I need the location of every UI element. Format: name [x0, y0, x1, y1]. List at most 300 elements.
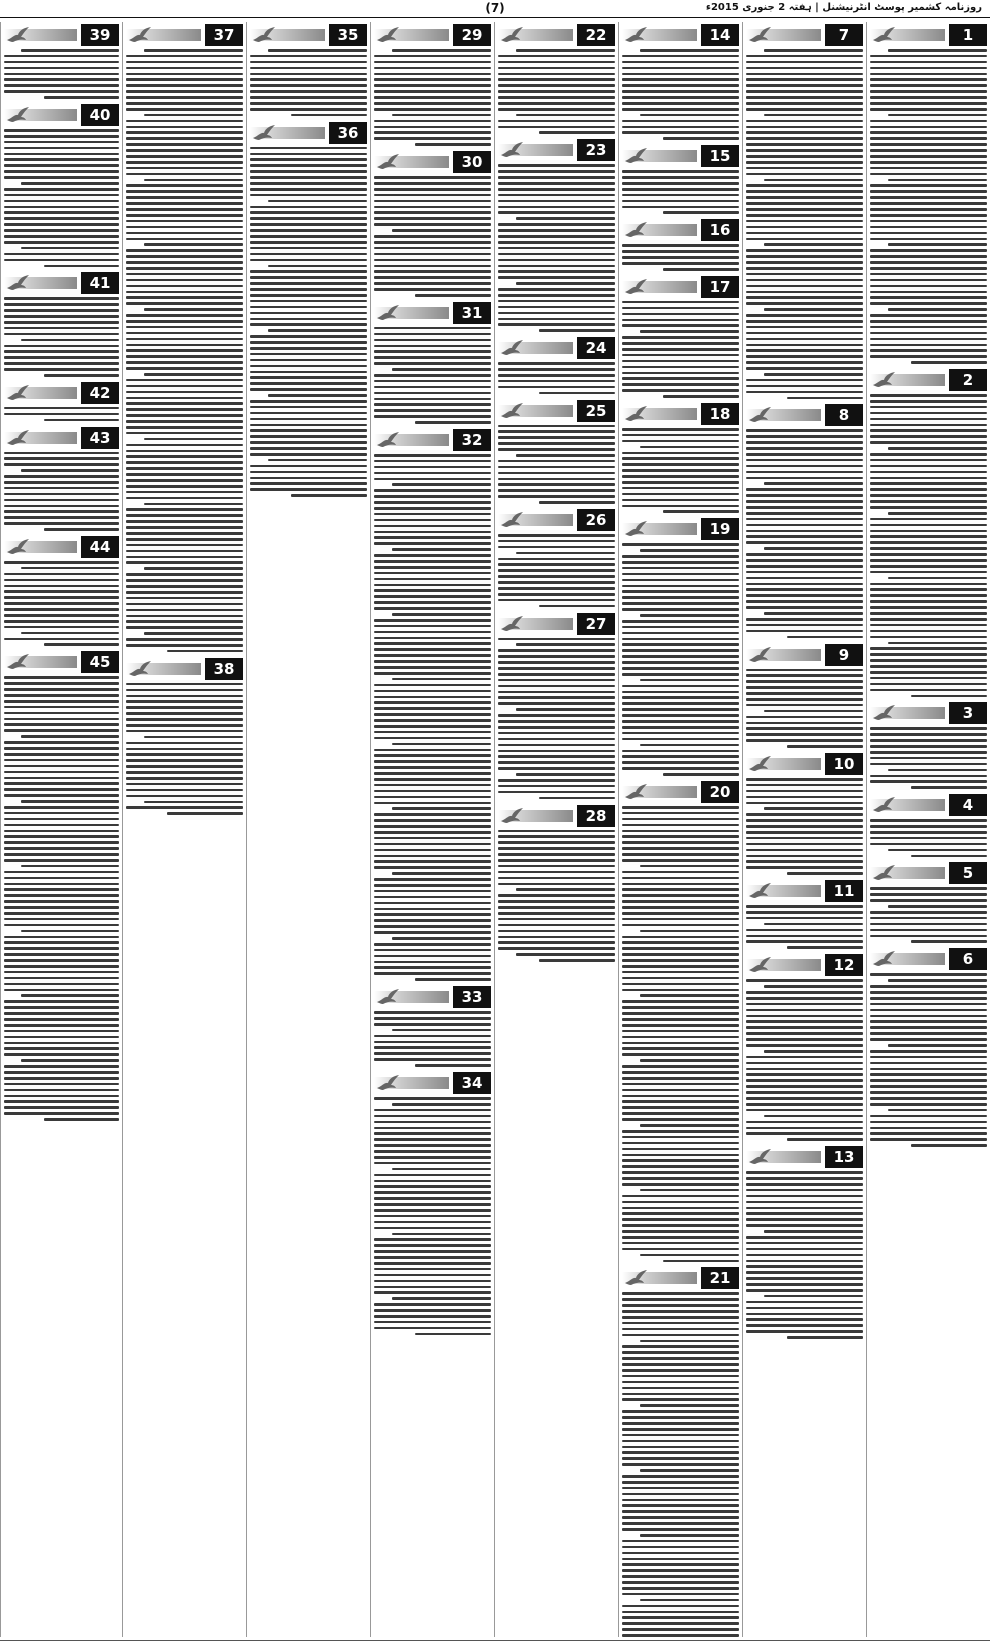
article-section	[495, 398, 618, 507]
text-line	[746, 173, 863, 176]
text-line	[746, 1109, 863, 1112]
text-line	[126, 338, 243, 341]
text-line	[374, 684, 491, 687]
text-line	[374, 1197, 491, 1200]
text-line	[126, 556, 243, 559]
text-line	[268, 459, 367, 462]
article-text-block	[746, 905, 863, 949]
text-line	[870, 973, 987, 976]
text-line	[622, 73, 739, 76]
article-text-block	[746, 778, 863, 875]
text-line	[498, 120, 615, 123]
text-line	[4, 626, 119, 629]
text-line	[374, 725, 491, 728]
text-line	[911, 695, 987, 698]
text-line	[250, 276, 367, 279]
text-line	[622, 84, 739, 87]
text-line	[622, 1410, 739, 1413]
text-line	[622, 1351, 739, 1354]
text-line	[622, 1611, 739, 1614]
text-line	[374, 825, 491, 828]
text-line	[126, 706, 243, 709]
text-line	[746, 541, 863, 544]
text-line	[622, 428, 739, 431]
section-number: 28	[577, 805, 615, 827]
text-line	[374, 601, 491, 604]
text-line	[250, 217, 367, 220]
text-line	[374, 802, 491, 805]
text-line	[374, 749, 491, 752]
text-line	[250, 223, 367, 226]
text-line	[126, 137, 243, 140]
text-line	[746, 669, 863, 672]
article-section	[495, 335, 618, 397]
text-line	[870, 506, 987, 509]
text-line	[746, 577, 863, 580]
text-line	[870, 267, 987, 270]
text-line	[622, 469, 739, 472]
text-line	[126, 414, 243, 417]
article-text-block	[4, 676, 119, 1120]
article-text-block	[374, 1097, 491, 1335]
bird-icon	[624, 520, 648, 538]
text-line	[746, 131, 863, 134]
text-line	[250, 108, 367, 111]
text-line	[126, 73, 243, 76]
text-line	[4, 235, 119, 238]
text-line	[870, 911, 987, 914]
text-line	[622, 720, 739, 723]
article-text-block	[870, 819, 987, 857]
text-line	[144, 632, 243, 635]
text-line	[374, 270, 491, 273]
text-line	[622, 194, 739, 197]
text-line	[498, 791, 615, 794]
text-line	[498, 649, 615, 652]
text-line	[374, 966, 491, 969]
text-line	[498, 188, 615, 191]
text-line	[622, 1605, 739, 1608]
text-line	[498, 73, 615, 76]
text-line	[498, 55, 615, 58]
text-line	[746, 459, 863, 462]
text-line	[870, 819, 987, 822]
text-line	[870, 394, 987, 397]
text-line	[126, 214, 243, 217]
text-line	[870, 1056, 987, 1059]
text-line	[4, 924, 119, 927]
text-line	[888, 1044, 987, 1047]
text-line	[746, 261, 863, 264]
section-number: 9	[825, 644, 863, 666]
text-line	[4, 241, 119, 244]
text-line	[4, 561, 119, 564]
text-line	[870, 893, 987, 896]
text-line	[870, 887, 987, 890]
text-line	[4, 579, 119, 582]
text-line	[374, 919, 491, 922]
article-text-block	[498, 638, 615, 800]
text-line	[622, 360, 739, 363]
text-line	[126, 155, 243, 158]
text-line	[622, 1042, 739, 1045]
text-line	[4, 771, 119, 774]
text-line	[870, 208, 987, 211]
text-line	[374, 84, 491, 87]
text-line	[126, 408, 243, 411]
text-line	[498, 883, 615, 886]
text-line	[663, 510, 739, 513]
text-line	[870, 518, 987, 521]
text-line	[250, 365, 367, 368]
text-line	[746, 1127, 863, 1130]
text-line	[126, 131, 243, 134]
text-line	[870, 524, 987, 527]
text-line	[126, 573, 243, 576]
text-line	[374, 1041, 491, 1044]
text-line	[392, 1233, 491, 1236]
text-line	[4, 493, 119, 496]
text-line	[746, 1015, 863, 1018]
text-line	[126, 397, 243, 400]
text-line	[622, 324, 739, 327]
section-number: 39	[81, 24, 119, 46]
text-line	[870, 279, 987, 282]
section-header	[870, 794, 987, 816]
text-line	[539, 959, 615, 962]
text-line	[126, 508, 243, 511]
text-line	[622, 835, 739, 838]
column-4	[494, 22, 618, 1637]
text-line	[374, 589, 491, 592]
section-header	[374, 151, 491, 173]
text-line	[640, 446, 739, 449]
text-line	[622, 1218, 739, 1221]
article-text-block	[622, 1292, 739, 1637]
text-line	[746, 314, 863, 317]
text-line	[374, 176, 491, 179]
article-text-block	[374, 454, 491, 981]
article-section	[867, 700, 990, 792]
section-number: 37	[205, 24, 243, 46]
text-line	[746, 226, 863, 229]
text-line	[764, 612, 863, 615]
text-line	[498, 436, 615, 439]
text-line	[870, 406, 987, 409]
text-line	[374, 790, 491, 793]
article-text-block	[746, 429, 863, 638]
text-line	[498, 176, 615, 179]
text-line	[126, 514, 243, 517]
text-line	[374, 1115, 491, 1118]
text-line	[498, 835, 615, 838]
section-header	[498, 805, 615, 827]
text-line	[870, 997, 987, 1000]
text-line	[498, 288, 615, 291]
text-line	[4, 989, 119, 992]
text-line	[374, 1011, 491, 1014]
text-line	[374, 1303, 491, 1306]
article-text-block	[622, 244, 739, 270]
text-line	[250, 306, 367, 309]
text-line	[374, 466, 491, 469]
text-line	[870, 441, 987, 444]
article-section	[1, 22, 122, 102]
text-line	[622, 738, 739, 741]
text-line	[622, 96, 739, 99]
text-line	[250, 67, 367, 70]
text-line	[622, 888, 739, 891]
text-line	[622, 1053, 739, 1056]
text-line	[870, 1085, 987, 1088]
text-line	[126, 603, 243, 606]
text-line	[4, 806, 119, 809]
text-line	[374, 772, 491, 775]
text-line	[4, 941, 119, 944]
text-line	[291, 494, 367, 497]
text-line	[374, 78, 491, 81]
text-line	[870, 137, 987, 140]
text-line	[746, 167, 863, 170]
article-text-block	[4, 129, 119, 267]
text-line	[21, 469, 119, 472]
text-line	[622, 475, 739, 478]
text-line	[126, 497, 243, 500]
text-line	[622, 336, 739, 339]
text-line	[870, 565, 987, 568]
article-section	[619, 143, 742, 217]
text-line	[746, 802, 863, 805]
text-line	[374, 531, 491, 534]
text-line	[622, 1142, 739, 1145]
text-line	[622, 1369, 739, 1372]
text-line	[374, 1180, 491, 1183]
text-line	[374, 913, 491, 916]
article-text-block	[870, 727, 987, 789]
page-number: (7)	[485, 1, 505, 15]
section-header	[498, 139, 615, 161]
text-line	[498, 673, 615, 676]
text-line	[870, 751, 987, 754]
text-line	[622, 702, 739, 705]
text-line	[126, 730, 243, 733]
article-section	[1, 270, 122, 379]
text-line	[640, 865, 739, 868]
text-line	[4, 223, 119, 226]
text-line	[498, 912, 615, 915]
text-line	[250, 84, 367, 87]
text-line	[622, 1083, 739, 1086]
text-line	[126, 789, 243, 792]
text-line	[250, 376, 367, 379]
text-line	[746, 524, 863, 527]
text-line	[746, 67, 863, 70]
article-section	[867, 946, 990, 1150]
article-text-block	[4, 49, 119, 99]
text-line	[126, 426, 243, 429]
text-line	[622, 1154, 739, 1157]
text-line	[746, 302, 863, 305]
section-number: 12	[825, 954, 863, 976]
text-line	[4, 315, 119, 318]
text-line	[622, 1322, 739, 1325]
text-line	[4, 700, 119, 703]
section-header	[498, 24, 615, 46]
text-line	[4, 61, 119, 64]
text-line	[250, 90, 367, 93]
text-line	[374, 866, 491, 869]
text-line	[622, 1130, 739, 1133]
text-line	[870, 1073, 987, 1076]
text-line	[870, 320, 987, 323]
text-line	[4, 1053, 119, 1056]
text-line	[888, 577, 987, 580]
text-line	[374, 890, 491, 893]
section-header	[746, 753, 863, 775]
text-line	[250, 318, 367, 321]
text-line	[622, 262, 739, 265]
text-line	[250, 388, 367, 391]
text-line	[250, 182, 367, 185]
text-line	[746, 238, 863, 241]
text-line	[622, 667, 739, 670]
text-line	[126, 120, 243, 123]
text-line	[126, 432, 243, 435]
text-line	[746, 790, 863, 793]
text-line	[622, 481, 739, 484]
text-line	[126, 261, 243, 264]
text-line	[746, 506, 863, 509]
text-line	[374, 1097, 491, 1100]
text-line	[144, 438, 243, 441]
text-line	[888, 243, 987, 246]
text-line	[126, 783, 243, 786]
text-line	[746, 296, 863, 299]
text-line	[250, 412, 367, 415]
text-line	[870, 155, 987, 158]
text-line	[870, 618, 987, 621]
text-line	[516, 552, 615, 555]
text-line	[374, 120, 491, 123]
text-line	[126, 78, 243, 81]
text-line	[498, 558, 615, 561]
article-text-block	[746, 979, 863, 1141]
text-line	[126, 491, 243, 494]
article-section	[1, 102, 122, 270]
text-line	[870, 477, 987, 480]
text-line	[126, 314, 243, 317]
text-line	[870, 273, 987, 276]
text-line	[4, 723, 119, 726]
text-line	[622, 457, 739, 460]
section-header	[4, 272, 119, 294]
text-line	[126, 544, 243, 547]
text-line	[250, 294, 367, 297]
text-line	[870, 1132, 987, 1135]
text-line	[374, 837, 491, 840]
text-line	[498, 102, 615, 105]
text-line	[640, 1124, 739, 1127]
text-line	[746, 866, 863, 869]
text-line	[4, 229, 119, 232]
text-line	[4, 327, 119, 330]
text-line	[746, 733, 863, 736]
text-line	[622, 871, 739, 874]
text-line	[498, 276, 615, 279]
text-line	[4, 457, 119, 460]
text-line	[4, 200, 119, 203]
text-line	[888, 512, 987, 515]
text-line	[746, 1171, 863, 1174]
text-line	[746, 90, 863, 93]
text-line	[539, 131, 615, 134]
text-line	[640, 1469, 739, 1472]
article-section	[371, 149, 494, 300]
text-line	[870, 349, 987, 352]
text-line	[250, 188, 367, 191]
text-line	[746, 267, 863, 270]
section-header	[4, 104, 119, 126]
text-line	[498, 495, 615, 498]
section-header	[4, 382, 119, 404]
text-line	[250, 158, 367, 161]
text-line	[746, 273, 863, 276]
text-line	[746, 84, 863, 87]
article-section	[743, 952, 866, 1144]
text-line	[374, 131, 491, 134]
text-line	[250, 429, 367, 432]
text-line	[622, 1195, 739, 1198]
section-number: 3	[949, 702, 987, 724]
text-line	[126, 302, 243, 305]
article-text-block	[374, 49, 491, 146]
text-line	[870, 1097, 987, 1100]
text-line	[415, 143, 491, 146]
text-line	[764, 985, 863, 988]
text-line	[764, 49, 863, 52]
text-line	[374, 206, 491, 209]
section-header	[126, 658, 243, 680]
text-line	[746, 1289, 863, 1292]
text-line	[870, 261, 987, 264]
text-line	[622, 696, 739, 699]
text-line	[4, 153, 119, 156]
text-line	[498, 894, 615, 897]
text-line	[622, 1487, 739, 1490]
text-line	[4, 894, 119, 897]
bird-icon	[500, 26, 524, 44]
text-line	[250, 253, 367, 256]
text-line	[622, 1012, 739, 1015]
bird-icon	[872, 371, 896, 389]
text-line	[4, 1077, 119, 1080]
text-line	[746, 739, 863, 742]
article-section	[1, 534, 122, 649]
section-number: 7	[825, 24, 863, 46]
text-line	[374, 1291, 491, 1294]
text-line	[126, 355, 243, 358]
text-line	[746, 997, 863, 1000]
text-line	[622, 1357, 739, 1360]
text-line	[374, 333, 491, 336]
text-line	[746, 1183, 863, 1186]
text-line	[392, 1103, 491, 1106]
text-line	[870, 530, 987, 533]
text-line	[622, 1298, 739, 1301]
text-line	[4, 259, 119, 262]
text-line	[498, 685, 615, 688]
article-text-block	[498, 164, 615, 332]
